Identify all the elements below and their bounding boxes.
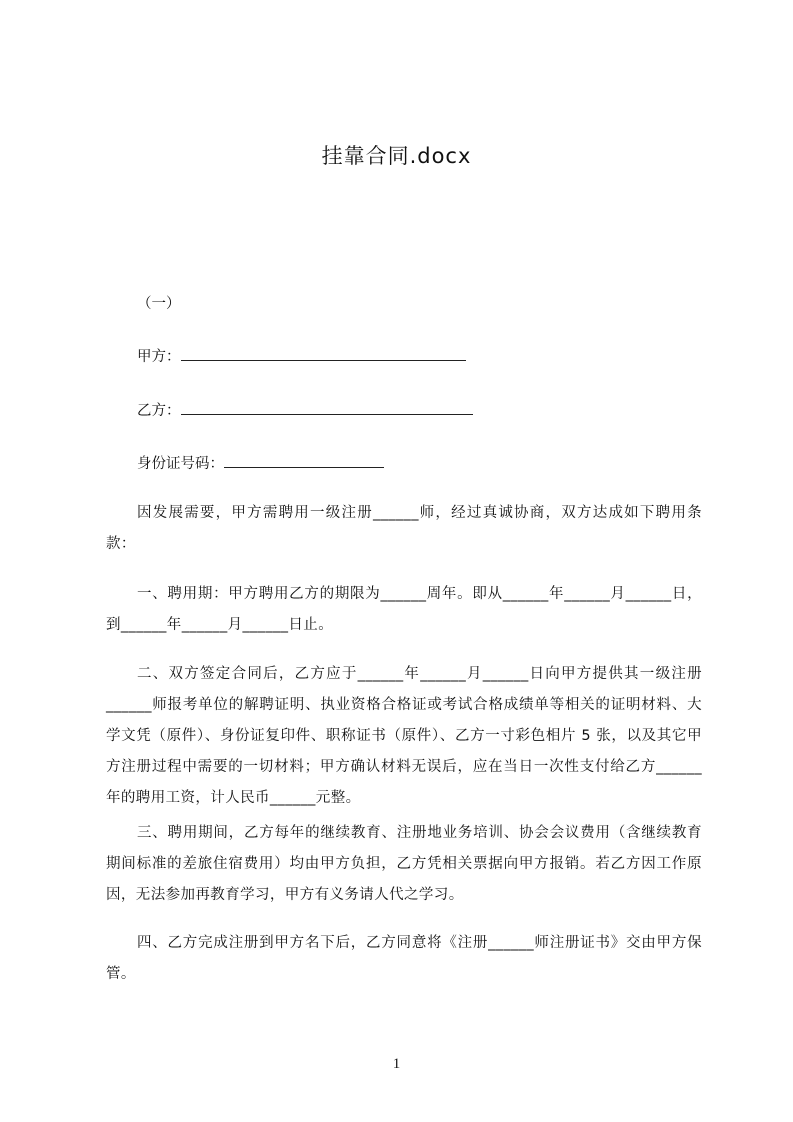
clause-2-paragraph: 二、双方签定合同后，乙方应于______年______月______日向甲方提供其一级注册______师报考单位的解聘证明、执业资格合格证或考试合格成绩单等相关的证明材料、大学文凭（原件）、身份证复印件、职称证书（原件）、乙方一寸彩色相片 5 张，以及其它甲方注册过程中需要的一切材料；甲方确认材料无误后，应在当日一次性支付给乙方______年的聘用工资，计人民币______元整。 (106, 666, 702, 806)
party-b-line (137, 399, 473, 420)
id-number-label: 身份证号码： (137, 456, 224, 472)
section-label: （一） (137, 296, 181, 312)
clause-4-paragraph: 四、乙方完成注册到甲方名下后，乙方同意将《注册______师注册证书》交由甲方保管。 (106, 935, 702, 982)
document-title: 挂靠合同.docx (321, 144, 472, 168)
clause-1-paragraph: 一、聘用期：甲方聘用乙方的期限为______周年。即从______年______月______日，到______年______月______日止。 (106, 586, 702, 633)
intro-paragraph: 因发展需要，甲方需聘用一级注册______师，经过真诚协商，双方达成如下聘用条款： (106, 505, 702, 552)
id-number-line (137, 452, 384, 473)
page-number: 1 (392, 1056, 401, 1072)
party-b-label: 乙方： (137, 403, 181, 419)
clause-3-paragraph: 三、聘用期间，乙方每年的继续教育、注册地业务培训、协会会议费用（含继续教育期间标准的差旅住宿费用）均由甲方负担，乙方凭相关票据向甲方报销。若乙方因工作原因，无法参加再教育学习，甲方有义务请人代之学习。 (106, 825, 702, 903)
id-number-blank (224, 453, 384, 468)
party-a-blank (181, 346, 466, 361)
party-b-blank (181, 400, 473, 415)
party-a-line (137, 345, 466, 366)
party-a-label: 甲方： (137, 349, 181, 365)
